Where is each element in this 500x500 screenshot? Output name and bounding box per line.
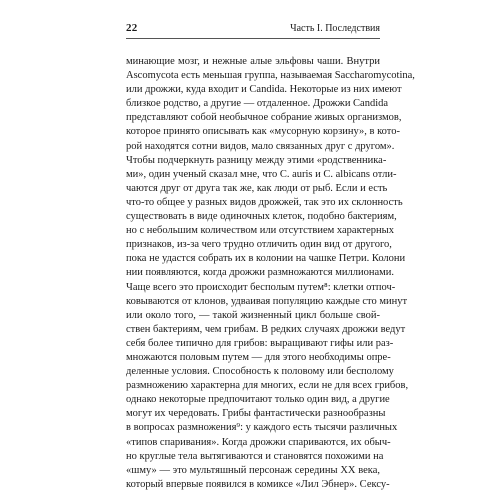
- text-line: представляют собой необычное собрание живых организмов,: [126, 112, 402, 124]
- text-line: «шму» — это мультяшный персонаж середины XX века,: [126, 464, 380, 476]
- text-line: Ascomycota есть меньшая группа, называемая Saccharomycotina,: [126, 70, 415, 82]
- text-line: в вопросах размножения⁹: у каждого есть тысячи различных: [126, 422, 398, 434]
- text-line: близкое родство, а другие — отдаленное. Дрожжи Candida: [126, 98, 389, 110]
- text-line: но с небольшим количеством или отсутствием характерных: [126, 225, 394, 237]
- text-line: минающие мозг, и нежные алые эльфовы чаши. Внутри: [126, 56, 380, 67]
- text-line: ковываются от клонов, удваивая популяцию каждые сто минут: [126, 295, 408, 307]
- text-line: что-то общее у разных видов дрожжей, так это их склонность: [126, 196, 403, 208]
- text-line: чаются друг от друга так же, как люди от рыб. Если и есть: [126, 182, 388, 194]
- text-line: множаются половым путем — для этого необходимы опре-: [126, 351, 391, 363]
- text-line: но круглые тела вытягиваются и становятся похожими на: [126, 450, 384, 462]
- text-line: существовать в виде одиночных клеток, подобно бактериям,: [126, 211, 397, 223]
- text-line: ми», один ученый сказал мне, что C. auris и C. albicans отли-: [126, 168, 397, 180]
- text-line: «типов спаривания». Когда дрожжи спариваются, их обыч-: [126, 436, 391, 448]
- text-line: или около того, — такой жизненный цикл больше свой-: [126, 309, 380, 321]
- page-number: 22: [126, 22, 138, 34]
- text-line: размножению характерна для многих, если не для всех грибов,: [126, 380, 409, 392]
- text-line: Чаще всего это происходит бесполым путем⁸: клетки отпоч-: [126, 281, 396, 293]
- running-head: Часть I. Последствия: [290, 23, 380, 34]
- text-line: ствен бактериям, чем грибам. В редких случаях дрожжи ведут: [126, 323, 406, 335]
- text-line: которое принято описывать как «мусорную корзину», в кото-: [126, 126, 400, 138]
- text-line: могут их чередовать. Грибы фантастически разнообразны: [126, 408, 386, 420]
- text-line: рой находятся сотни видов, мало связанных друг с другом».: [126, 140, 395, 152]
- text-line: деленные условия. Способность к половому или бесполому: [126, 366, 394, 378]
- text-line: или дрожжи, куда входит и Candida. Некоторые из них имеют: [126, 84, 402, 96]
- text-line: себя более типично для грибов: выращивают гифы или раз-: [126, 337, 394, 349]
- body-text: [126, 55, 415, 492]
- text-line: однако некоторые предпочитают только один вид, а другие: [126, 394, 390, 406]
- text-line: нии появляются, когда дрожжи размножаются миллионами.: [126, 267, 394, 279]
- text-line: Чтобы подчеркнуть разницу между этими «родственника-: [126, 154, 387, 166]
- text-line: который впервые появился в комиксе «Лил Эбнер». Сексу-: [126, 478, 390, 490]
- text-line: пока не удастся собрать их в колонии на чашке Петри. Колони: [126, 253, 406, 265]
- header-rule: [126, 38, 380, 39]
- page-header: [126, 20, 380, 34]
- text-line: признаков, из-за чего трудно отличить один вид от другого,: [126, 239, 392, 251]
